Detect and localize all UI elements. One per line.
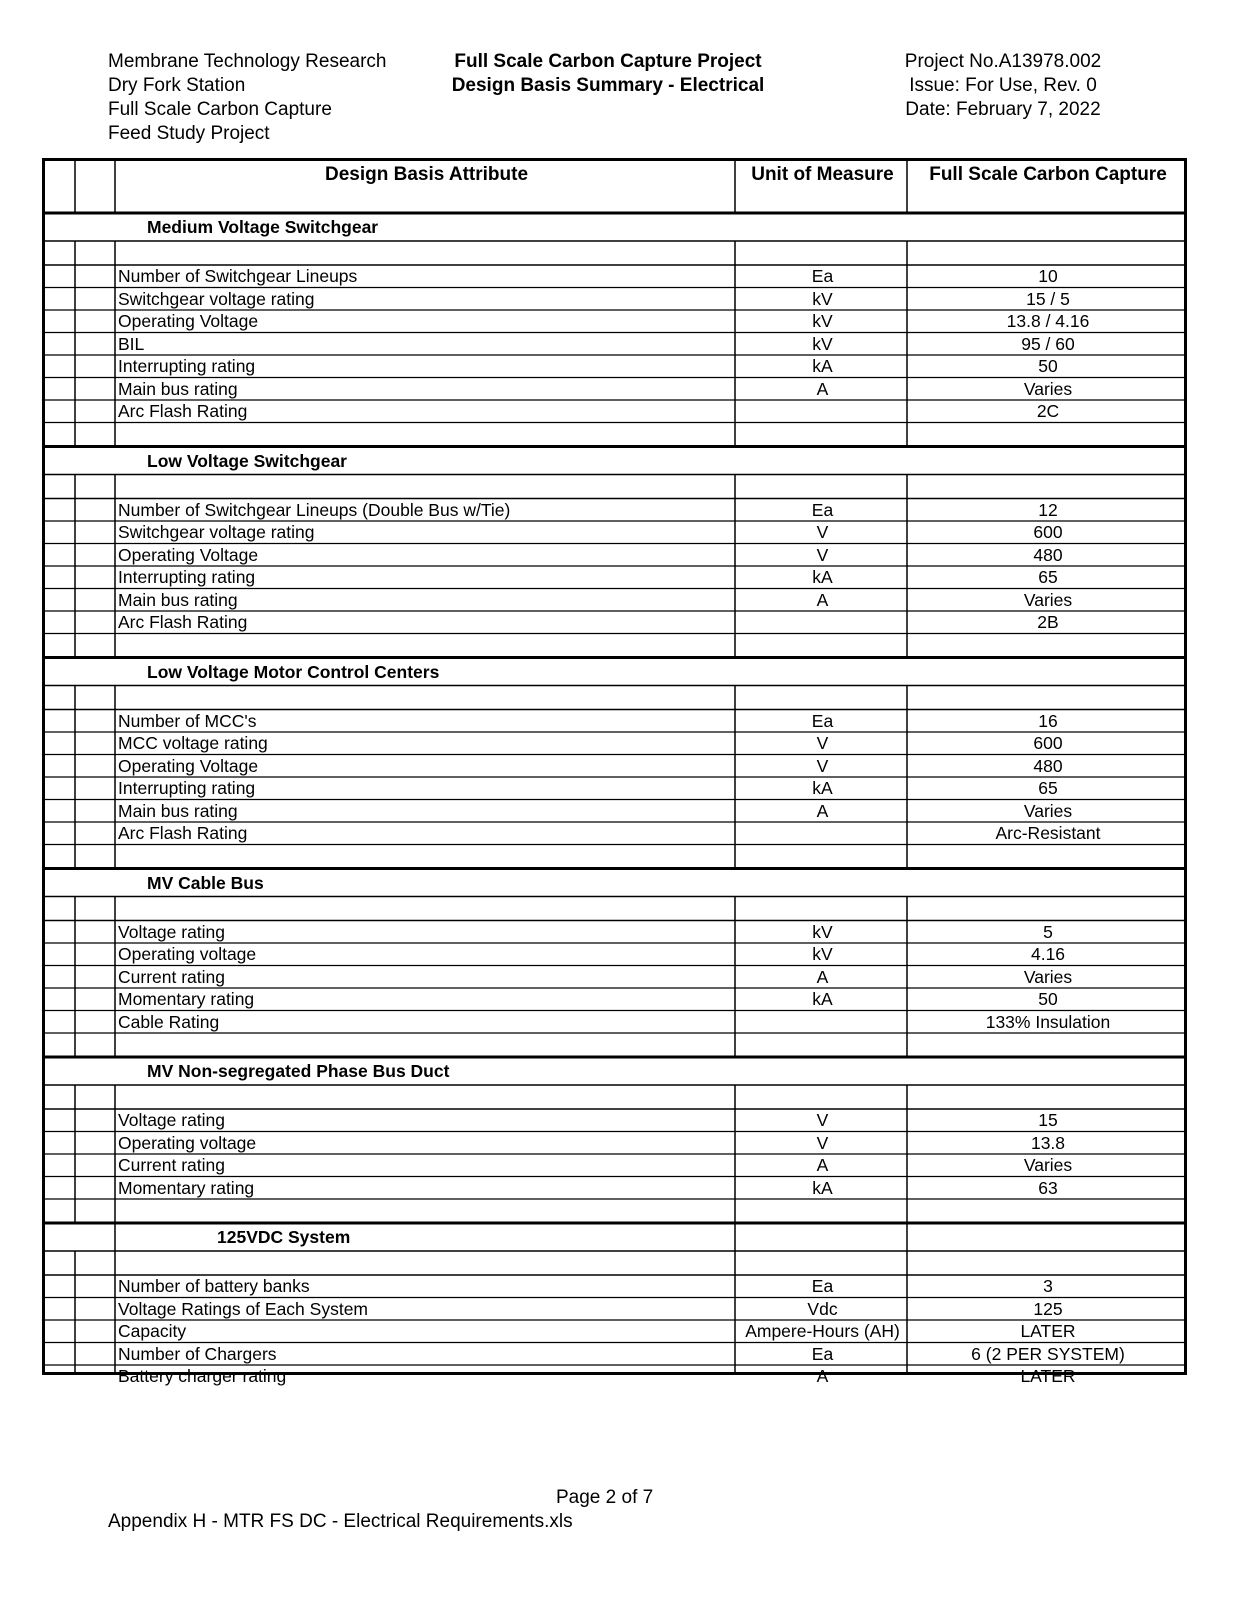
row-attribute: Momentary rating xyxy=(118,1177,255,1198)
row-value: LATER xyxy=(1020,1366,1076,1386)
row-unit: A xyxy=(816,378,829,399)
row-attribute: Arc Flash Rating xyxy=(118,823,248,843)
row-attribute: Number of Chargers xyxy=(118,1343,277,1364)
page-number: Page 2 of 7 xyxy=(556,1487,654,1508)
document-subtitle: Design Basis Summary - Electrical xyxy=(451,75,765,96)
section-title: Low Voltage Switchgear xyxy=(147,450,347,471)
row-value: 63 xyxy=(1038,1177,1058,1198)
issue-date: Date: February 7, 2022 xyxy=(905,99,1101,120)
section-title: 125VDC System xyxy=(217,1227,351,1247)
row-unit: kA xyxy=(812,989,833,1009)
row-unit: Ea xyxy=(811,710,834,731)
row-attribute: Interrupting rating xyxy=(118,567,256,587)
row-attribute: Number of Switchgear Lineups (Double Bus w/Tie) xyxy=(118,499,511,520)
row-unit: A xyxy=(816,800,829,821)
row-value: 65 xyxy=(1038,567,1058,587)
row-unit: Ampere-Hours (AH) xyxy=(745,1321,900,1341)
row-unit: kA xyxy=(812,567,833,587)
row-unit: kV xyxy=(812,333,833,354)
row-attribute: Voltage Ratings of Each System xyxy=(118,1298,368,1319)
section-title: Low Voltage Motor Control Centers xyxy=(147,661,440,682)
row-value: 50 xyxy=(1038,356,1058,376)
section-title: MV Cable Bus xyxy=(147,872,264,893)
row-unit: kV xyxy=(812,288,833,309)
row-value: 50 xyxy=(1038,989,1058,1009)
row-unit: Ea xyxy=(811,266,834,286)
row-attribute: Battery charger rating xyxy=(118,1366,287,1386)
section-title: MV Non-segregated Phase Bus Duct xyxy=(147,1061,450,1081)
row-unit: V xyxy=(816,1132,829,1153)
row-value: 95 / 60 xyxy=(1021,333,1075,354)
row-value: 15 / 5 xyxy=(1026,288,1070,309)
row-attribute: Operating voltage xyxy=(118,1132,257,1153)
row-value: 6 (2 PER SYSTEM) xyxy=(971,1343,1125,1364)
row-attribute: BIL xyxy=(118,333,145,354)
row-value: 480 xyxy=(1033,755,1063,776)
section-title: Medium Voltage Switchgear xyxy=(147,217,379,237)
row-value: 600 xyxy=(1033,522,1063,542)
row-value: 2B xyxy=(1037,612,1059,632)
document-title: Full Scale Carbon Capture Project xyxy=(454,51,762,72)
row-value: Varies xyxy=(1023,589,1073,610)
project-info-block xyxy=(860,50,1146,122)
row-value: 65 xyxy=(1038,778,1058,798)
company-block xyxy=(108,50,386,146)
project-line: Full Scale Carbon Capture xyxy=(108,99,332,120)
row-value: LATER xyxy=(1020,1321,1076,1341)
row-attribute: Current rating xyxy=(118,966,225,987)
column-header-value: Full Scale Carbon Capture xyxy=(929,164,1167,185)
company-name: Membrane Technology Research xyxy=(108,51,387,72)
row-value: Varies xyxy=(1023,378,1073,399)
row-value: 10 xyxy=(1038,266,1058,286)
row-unit: Vdc xyxy=(807,1298,838,1319)
row-value: 15 xyxy=(1038,1110,1058,1130)
row-unit: V xyxy=(816,544,829,565)
row-attribute: Interrupting rating xyxy=(118,778,256,798)
row-value: Varies xyxy=(1023,1155,1073,1175)
row-unit: kA xyxy=(812,356,833,376)
row-unit: Ea xyxy=(811,1276,834,1296)
row-attribute: Interrupting rating xyxy=(118,356,256,376)
row-unit: Ea xyxy=(811,499,834,520)
row-value: 5 xyxy=(1043,921,1053,942)
row-attribute: Operating voltage xyxy=(118,944,257,964)
column-header-unit: Unit of Measure xyxy=(751,164,894,185)
row-attribute: Operating Voltage xyxy=(118,544,259,565)
row-attribute: Main bus rating xyxy=(118,800,238,821)
row-attribute: Voltage rating xyxy=(118,1110,226,1130)
row-unit: A xyxy=(816,589,829,610)
study-line: Feed Study Project xyxy=(108,123,270,144)
document-title-block xyxy=(418,50,798,98)
row-attribute: Cable Rating xyxy=(118,1011,220,1032)
row-attribute: MCC voltage rating xyxy=(118,733,268,753)
row-value: 3 xyxy=(1043,1276,1053,1296)
row-attribute: Switchgear voltage rating xyxy=(118,522,315,542)
row-attribute: Operating Voltage xyxy=(118,755,259,776)
station-name: Dry Fork Station xyxy=(108,75,246,96)
row-value: 133% Insulation xyxy=(985,1011,1111,1032)
file-name: Appendix H - MTR FS DC - Electrical Requirements.xls xyxy=(108,1511,573,1532)
column-header-attribute: Design Basis Attribute xyxy=(324,164,529,185)
row-value: 4.16 xyxy=(1030,944,1066,964)
row-attribute: Arc Flash Rating xyxy=(118,612,248,632)
row-value: 16 xyxy=(1038,710,1058,731)
row-unit: V xyxy=(816,733,829,753)
row-attribute: Switchgear voltage rating xyxy=(118,288,315,309)
issue-status: Issue: For Use, Rev. 0 xyxy=(909,75,1097,96)
row-value: 13.8 xyxy=(1030,1132,1066,1153)
row-value: Arc-Resistant xyxy=(995,823,1101,843)
row-attribute: Number of battery banks xyxy=(118,1276,310,1296)
row-unit: A xyxy=(816,1366,829,1386)
row-value: 480 xyxy=(1033,544,1063,565)
row-value: 125 xyxy=(1033,1298,1063,1319)
row-unit: V xyxy=(816,755,829,776)
row-attribute: Voltage rating xyxy=(118,921,226,942)
row-attribute: Current rating xyxy=(118,1155,225,1175)
row-unit: kA xyxy=(812,1177,833,1198)
row-unit: kV xyxy=(812,921,833,942)
design-basis-table xyxy=(42,158,1187,1386)
row-unit: kV xyxy=(812,944,833,964)
row-value: 12 xyxy=(1038,499,1058,520)
row-unit: V xyxy=(816,1110,829,1130)
row-value: 13.8 / 4.16 xyxy=(1006,311,1090,331)
row-attribute: Number of Switchgear Lineups xyxy=(118,266,358,286)
row-value: 600 xyxy=(1033,733,1063,753)
row-attribute: Main bus rating xyxy=(118,589,238,610)
row-attribute: Arc Flash Rating xyxy=(118,401,248,421)
row-unit: kA xyxy=(812,778,833,798)
row-attribute: Capacity xyxy=(118,1321,187,1341)
row-unit: A xyxy=(816,1155,829,1175)
row-unit: V xyxy=(816,522,829,542)
row-unit: Ea xyxy=(811,1343,834,1364)
row-value: Varies xyxy=(1023,966,1073,987)
row-attribute: Main bus rating xyxy=(118,378,238,399)
row-unit: kV xyxy=(812,311,833,331)
row-value: Varies xyxy=(1023,800,1073,821)
project-number: Project No.A13978.002 xyxy=(904,51,1102,72)
row-attribute: Momentary rating xyxy=(118,989,255,1009)
row-attribute: Operating Voltage xyxy=(118,311,259,331)
row-unit: A xyxy=(816,966,829,987)
row-attribute: Number of MCC's xyxy=(118,710,257,731)
row-value: 2C xyxy=(1036,401,1060,421)
